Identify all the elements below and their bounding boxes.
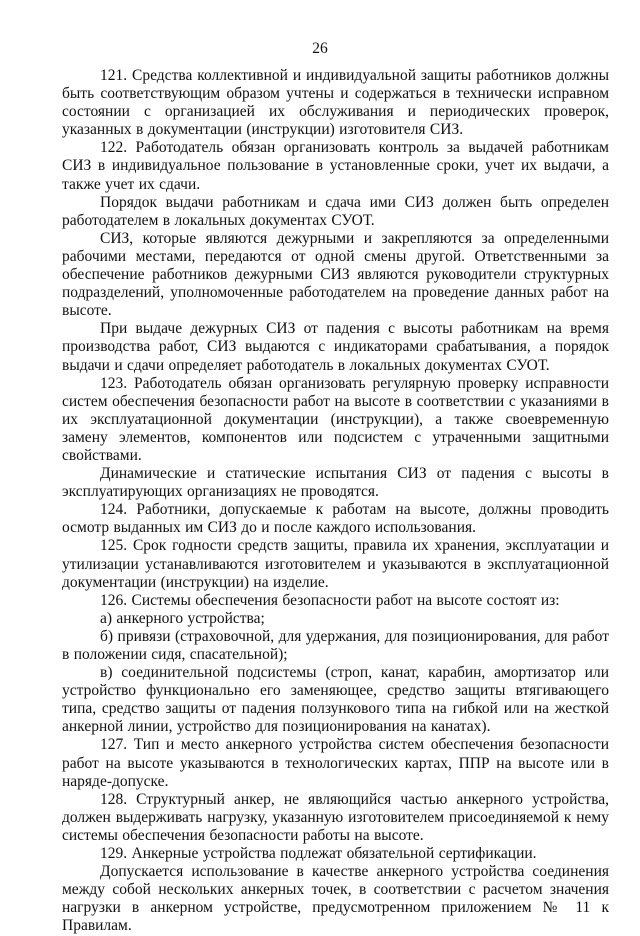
paragraph-125: 125. Срок годности средств защиты, правила их хранения, эксплуатации и утилизации устанавливаются изготовителем и указываются в эксплуатационной документации (инструкции) на изделие. bbox=[62, 537, 609, 591]
document-body bbox=[62, 67, 609, 936]
paragraph-126-item-c: в) соединительной подсистемы (строп, канат, карабин, амортизатор или устройство функционально его заменяющее, средство защиты втягивающего типа, средство защиты от падения ползункового типа на гибкой или на жесткой анкерной линии, устройство для позиционирования на канатах). bbox=[62, 664, 609, 736]
paragraph-122: 122. Работодатель обязан организовать контроль за выдачей работникам СИЗ в индивидуальное пользование в установленные сроки, учет их выдачи, а также учет их сдачи. bbox=[62, 139, 609, 193]
paragraph-127: 127. Тип и место анкерного устройства систем обеспечения безопасности работ на высоте указываются в технологических картах, ППР на высоте или в наряде-допуске. bbox=[62, 736, 609, 790]
paragraph-124: 124. Работники, допускаемые к работам на высоте, должны проводить осмотр выданных им СИЗ до и после каждого использования. bbox=[62, 501, 609, 537]
paragraph-128: 128. Структурный анкер, не являющийся частью анкерного устройства, должен выдерживать нагрузку, указанную изготовителем присоединяемой к нему системы обеспечения безопасности работы на высоте. bbox=[62, 790, 609, 844]
paragraph-121: 121. Средства коллективной и индивидуальной защиты работников должны быть соответствующим образом учтены и содержаться в технически исправном состоянии с организацией их обслуживания и периодических проверок, указанных в документации (инструкции) изготовителя СИЗ. bbox=[62, 67, 609, 139]
paragraph-123-tests: Динамические и статические испытания СИЗ от падения с высоты в эксплуатирующих организациях не проводятся. bbox=[62, 465, 609, 501]
paragraph-126: 126. Системы обеспечения безопасности работ на высоте состоят из: bbox=[100, 591, 560, 609]
paragraph-122-duty-ppe: СИЗ, которые являются дежурными и закрепляются за определенными рабочими местами, передаются от одной смены другой. Ответственными за обеспечение работников дежурными СИЗ являются руководители структурных подразделений, уполномоченные работодателем на проведение данных работ на высоте. bbox=[62, 229, 609, 320]
paragraph-122-duty-ppe-issue: При выдаче дежурных СИЗ от падения с высоты работникам на время производства работ, СИЗ выдаются с индикаторами срабатывания, а порядок выдачи и сдачи определяет работодатель в локальных документах СУОТ. bbox=[62, 320, 609, 374]
paragraph-129-anchor-points: Допускается использование в качестве анкерного устройства соединения между собой нескольких анкерных точек, в соответствии с расчетом значения нагрузки в анкерном устройстве, предусмотренном приложением № 11 к Правилам. bbox=[62, 863, 609, 935]
paragraph-126-item-a: а) анкерного устройства; bbox=[100, 609, 265, 627]
paragraph-129: 129. Анкерные устройства подлежат обязательной сертификации. bbox=[100, 845, 537, 863]
paragraph-123: 123. Работодатель обязан организовать регулярную проверку исправности систем обеспечения безопасности работ на высоте в соответствии с указаниями в их эксплуатационной документации (инструкции), а также своевременную замену элементов, компонентов или подсистем с утраченными защитными свойствами. bbox=[62, 374, 609, 464]
paragraph-126-item-b: б) привязи (страховочной, для удержания, для позиционирования, для работ в положении сидя, спасательной); bbox=[62, 627, 609, 663]
paragraph-122-issue-order: Порядок выдачи работникам и сдача ими СИЗ должен быть определен работодателем в локальных документах СУОТ. bbox=[62, 193, 609, 229]
page-number: 26 bbox=[312, 40, 328, 57]
